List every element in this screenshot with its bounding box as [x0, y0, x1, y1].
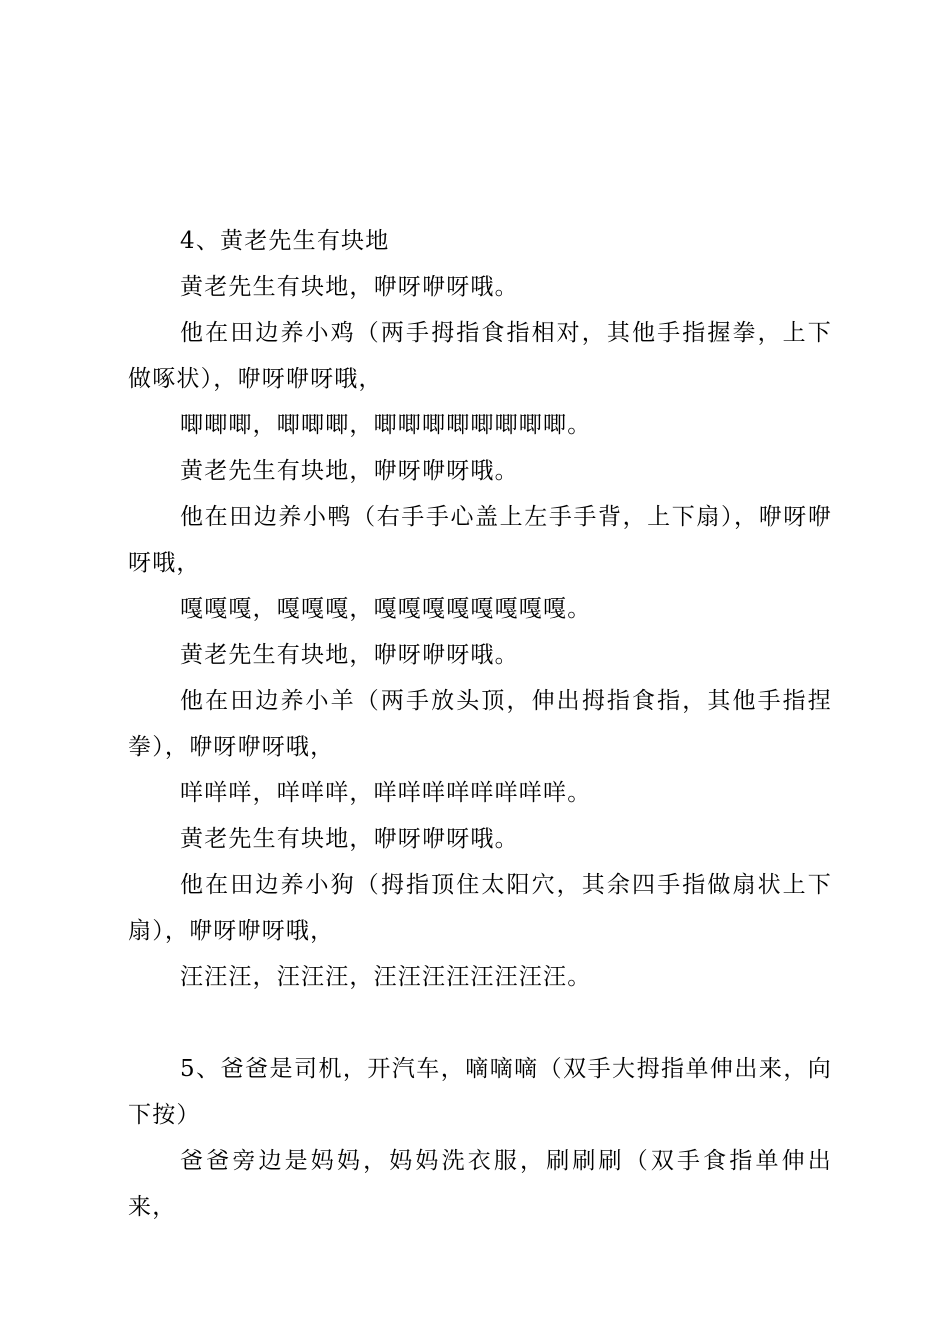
- paragraph: 唧唧唧，唧唧唧，唧唧唧唧唧唧唧唧。: [180, 412, 592, 438]
- paragraph: 咩咩咩，咩咩咩，咩咩咩咩咩咩咩咩。: [180, 780, 592, 806]
- paragraph: 黄老先生有块地，咿呀咿呀哦。: [180, 826, 519, 852]
- paragraph: 他在田边养小鸡（两手拇指食指相对，其他手指握拳，上下做啄状），咿呀咿呀哦，: [128, 320, 832, 392]
- section-spacer: [128, 1000, 832, 1046]
- paragraph: 他在田边养小狗（拇指顶住太阳穴，其余四手指做扇状上下扇），咿呀咿呀哦，: [128, 872, 832, 944]
- paragraph: 黄老先生有块地，咿呀咿呀哦。: [180, 274, 519, 300]
- paragraph: 爸爸旁边是妈妈，妈妈洗衣服，刷刷刷（双手食指单伸出来，: [128, 1148, 832, 1220]
- paragraph: 黄老先生有块地，咿呀咿呀哦。: [180, 458, 519, 484]
- document-body: [128, 218, 832, 1230]
- paragraph: 黄老先生有块地，咿呀咿呀哦。: [180, 642, 519, 668]
- section-heading-5: 5、爸爸是司机，开汽车，嘀嘀嘀（双手大拇指单伸出来，向下按）: [128, 1056, 832, 1128]
- paragraph: 汪汪汪，汪汪汪，汪汪汪汪汪汪汪汪。: [180, 964, 592, 990]
- section-heading-4: 4、黄老先生有块地: [180, 228, 390, 254]
- paragraph: 嘎嘎嘎，嘎嘎嘎，嘎嘎嘎嘎嘎嘎嘎嘎。: [180, 596, 592, 622]
- paragraph: 他在田边养小鸭（右手手心盖上左手手背，上下扇），咿呀咿呀哦，: [128, 504, 832, 576]
- paragraph: 他在田边养小羊（两手放头顶，伸出拇指食指，其他手指捏拳），咿呀咿呀哦，: [128, 688, 832, 760]
